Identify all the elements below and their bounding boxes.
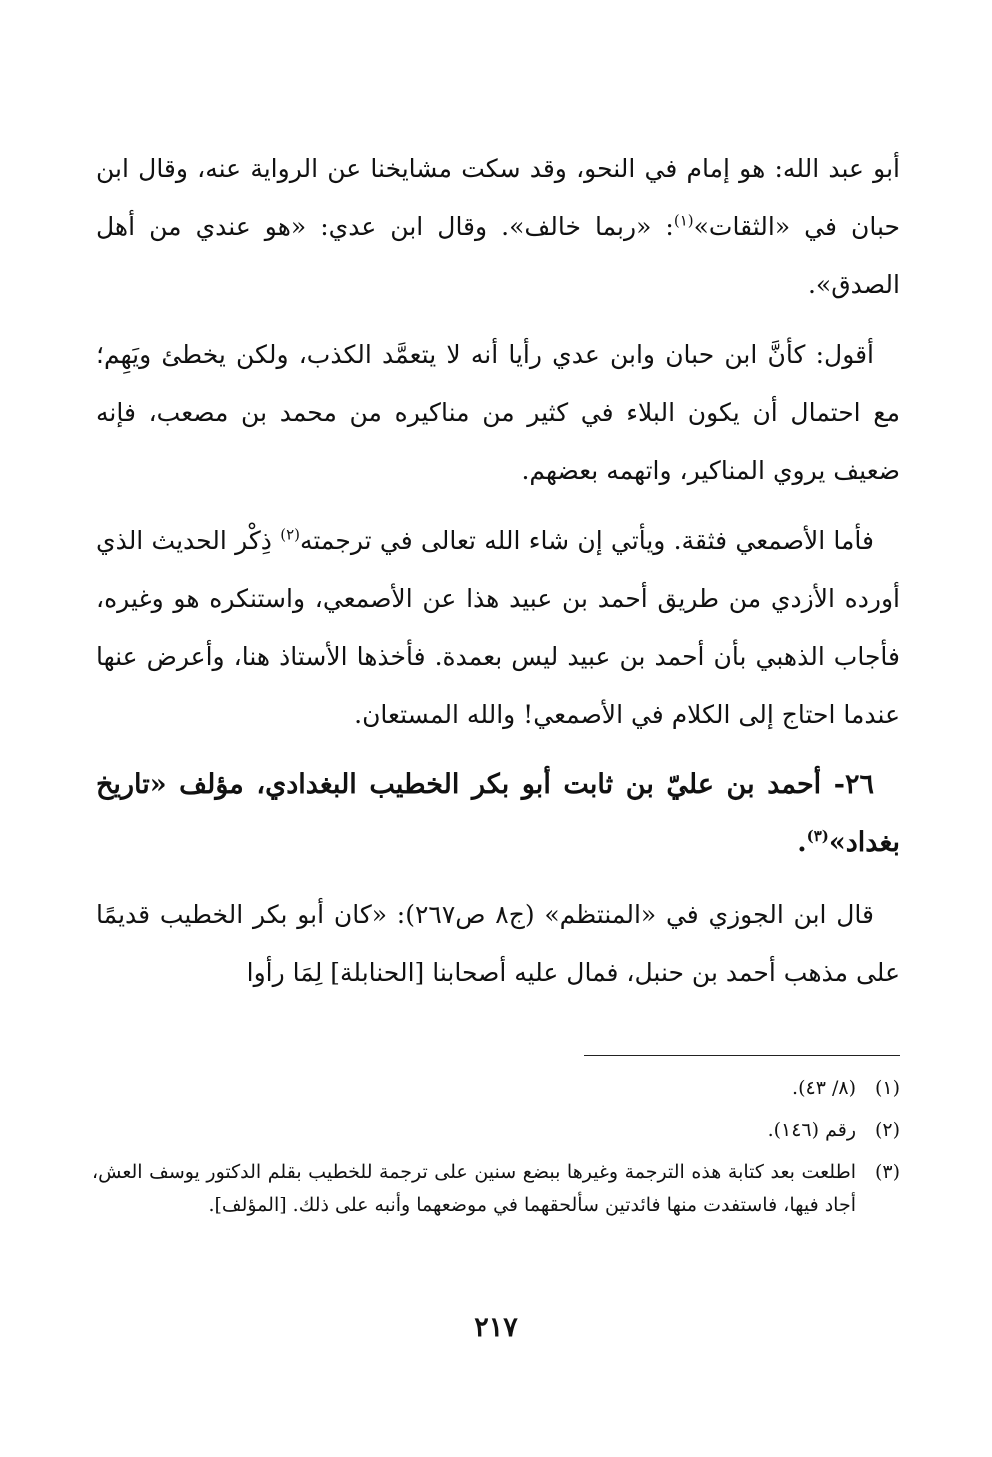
footnote-2-number: (٢)	[874, 1119, 900, 1141]
paragraph-1-after: : «ربما خالف». وقال ابن عدي: «هو عندي من أهل الصدق».	[96, 212, 900, 299]
footnote-3-text: اطلعت بعد كتابة هذه الترجمة وغيرها ببضع سنين على ترجمة للخطيب بقلم الدكتور يوسف العش، أجاد فيها، فاستفدت منها فائدتين سألحقهما في موضعهما وأنبه على ذلك. [المؤلف].	[92, 1161, 856, 1216]
footnote-divider	[584, 1055, 900, 1056]
footnote-1-text: (٨/ ٤٣).	[792, 1077, 856, 1099]
paragraph-3	[96, 512, 900, 744]
footnote-3-number: (٣)	[874, 1161, 900, 1183]
footnote-3	[92, 1156, 900, 1222]
footnotes	[92, 1072, 900, 1231]
paragraph-3-after: ذِكْر الحديث الذي أورده الأزدي من طريق أحمد بن عبيد هذا عن الأصمعي، واستنكره هو وغيره، فأجاب الذهبي بأن أحمد بن عبيد ليس بعمدة. فأخذها الأستاذ هنا، وأعرض عنها عندما احتاج إلى الكلام في الأصمعي! والله المستعان.	[96, 526, 900, 729]
entry-heading-after: .	[797, 827, 807, 858]
entry-heading-text: ٢٦- أحمد بن عليّ بن ثابت أبو بكر الخطيب البغدادي، مؤلف «تاريخ بغداد»	[96, 769, 900, 858]
paragraph-2-text: أقول: كأنَّ ابن حبان وابن عدي رأيا أنه لا يتعمَّد الكذب، ولكن يخطئ ويَهِم؛ مع احتمال أن يكون البلاء في كثير من مناكيره من محمد بن مصعب، فإنه ضعيف يروي المناكير، واتهمه بعضهم.	[96, 340, 900, 485]
footnote-ref-2[interactable]: (٢)	[280, 525, 300, 544]
footnote-1-number: (١)	[874, 1077, 900, 1099]
paragraph-4	[96, 886, 900, 1002]
page-body	[96, 140, 900, 1014]
footnote-1	[92, 1072, 900, 1105]
paragraph-2	[96, 326, 900, 500]
footnote-ref-1[interactable]: (١)	[673, 211, 694, 230]
footnote-2-text: رقم (١٤٦).	[767, 1119, 856, 1141]
entry-heading	[96, 756, 900, 872]
paragraph-3-text: فأما الأصمعي فثقة. ويأتي إن شاء الله تعالى في ترجمته	[299, 526, 874, 555]
paragraph-4-text: قال ابن الجوزي في «المنتظم» (ج٨ ص٢٦٧): «كان أبو بكر الخطيب قديمًا على مذهب أحمد بن حنبل، فمال عليه أصحابنا [الحنابلة] لِمَا رأوا	[96, 900, 900, 987]
paragraph-1	[96, 140, 900, 314]
paragraph-1-text: أبو عبد الله: هو إمام في النحو، وقد سكت مشايخنا عن الرواية عنه، وقال ابن حبان في «الثقات»	[96, 154, 900, 241]
page-number: ٢١٧	[474, 1312, 518, 1343]
footnote-ref-3[interactable]: (٣)	[806, 827, 829, 845]
footnote-2	[92, 1114, 900, 1147]
